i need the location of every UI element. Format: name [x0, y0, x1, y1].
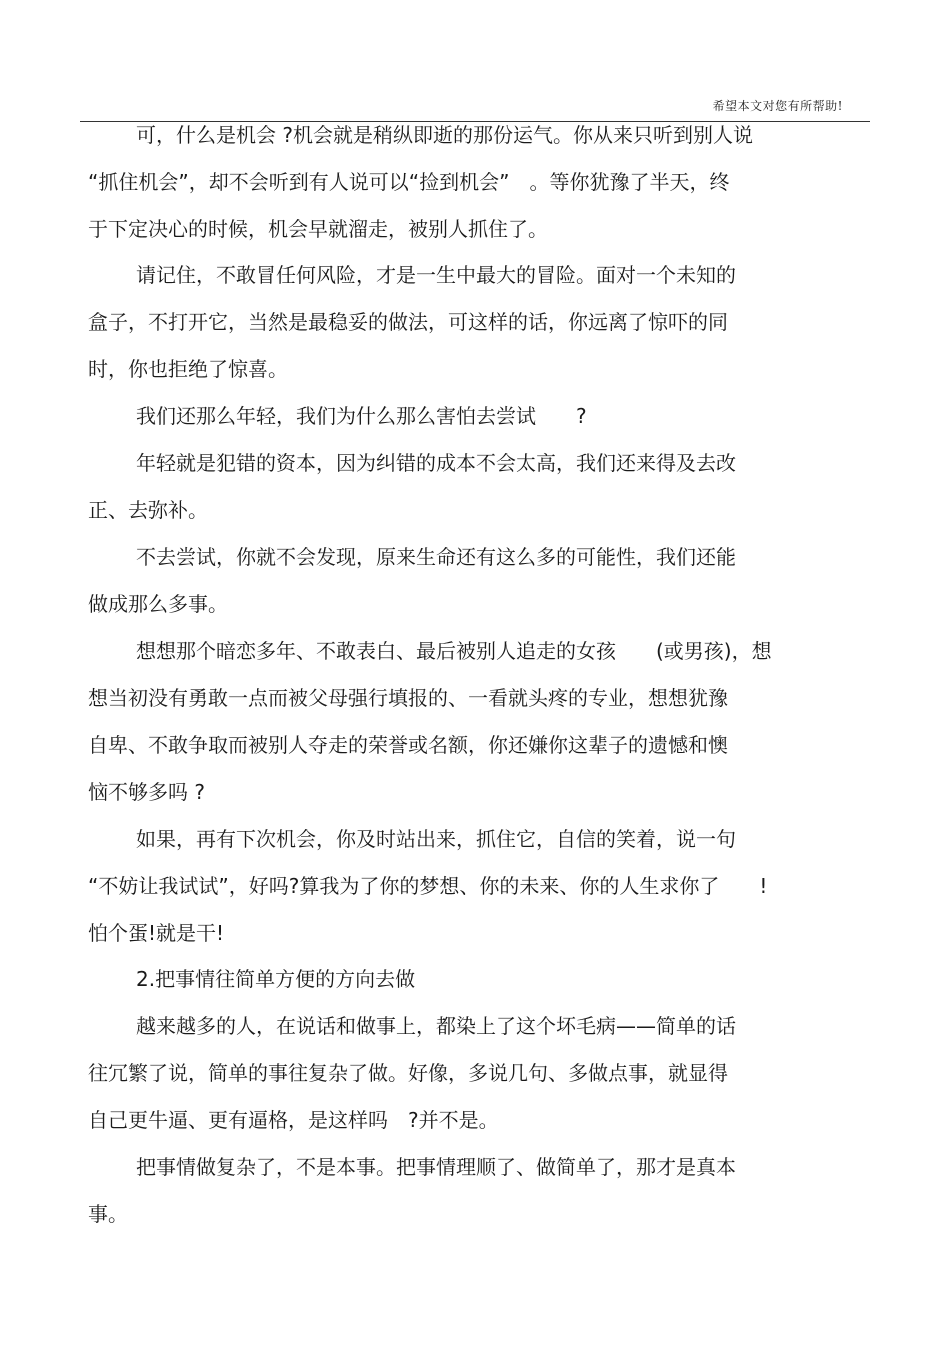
text-line: 不去尝试，你就不会发现，原来生命还有这么多的可能性，我们还能 [136, 545, 736, 569]
text-line: 恼不够多吗 ? [88, 780, 205, 804]
text-line: 想当初没有勇敢一点而被父母强行填报的、一看就头疼的专业，想想犹豫 [88, 686, 728, 710]
text-line: “抓住机会”，却不会听到有人说可以“捡到机会” 。等你犹豫了半天，终 [88, 170, 730, 194]
text-line: 时，你也拒绝了惊喜。 [88, 357, 288, 381]
section-heading: 2.把事情往简单方便的方向去做 [136, 967, 416, 991]
text-line: 越来越多的人，在说话和做事上，都染上了这个坏毛病——简单的话 [136, 1014, 736, 1038]
text-line: 年轻就是犯错的资本，因为纠错的成本不会太高，我们还来得及去改 [136, 451, 736, 475]
text-line: 往冗繁了说，简单的事往复杂了做。好像，多说几句、多做点事，就显得 [88, 1061, 728, 1085]
text-line: 想想那个暗恋多年、不敢表白、最后被别人追走的女孩 (或男孩)，想 [136, 639, 772, 663]
text-line: 把事情做复杂了，不是本事。把事情理顺了、做简单了，那才是真本 [136, 1155, 736, 1179]
text-line: 事。 [88, 1202, 128, 1226]
text-line: 怕个蛋!就是干! [88, 921, 225, 945]
text-line: “不妨让我试试”，好吗?算我为了你的梦想、你的未来、你的人生求你了 ! [88, 874, 768, 898]
header-note: 希望本文对您有所帮助! [712, 99, 843, 113]
text-line: 自卑、不敢争取而被别人夺走的荣誉或名额，你还嫌你这辈子的遗憾和懊 [88, 733, 728, 757]
text-line: 如果，再有下次机会，你及时站出来，抓住它，自信的笑着，说一句 [136, 827, 736, 851]
text-line: 自己更牛逼、更有逼格，是这样吗 ?并不是。 [88, 1108, 499, 1132]
text-line: 我们还那么年轻，我们为什么那么害怕去尝试 ? [136, 404, 587, 428]
text-line: 于下定决心的时候，机会早就溜走，被别人抓住了。 [88, 217, 548, 241]
text-line: 做成那么多事。 [88, 592, 228, 616]
text-line: 可，什么是机会 ?机会就是稍纵即逝的那份运气。你从来只听到别人说 [136, 123, 753, 147]
text-line: 正、去弥补。 [88, 498, 208, 522]
text-line: 盒子，不打开它，当然是最稳妥的做法，可这样的话，你远离了惊吓的同 [88, 310, 728, 334]
text-line: 请记住，不敢冒任何风险，才是一生中最大的冒险。面对一个未知的 [136, 263, 736, 287]
